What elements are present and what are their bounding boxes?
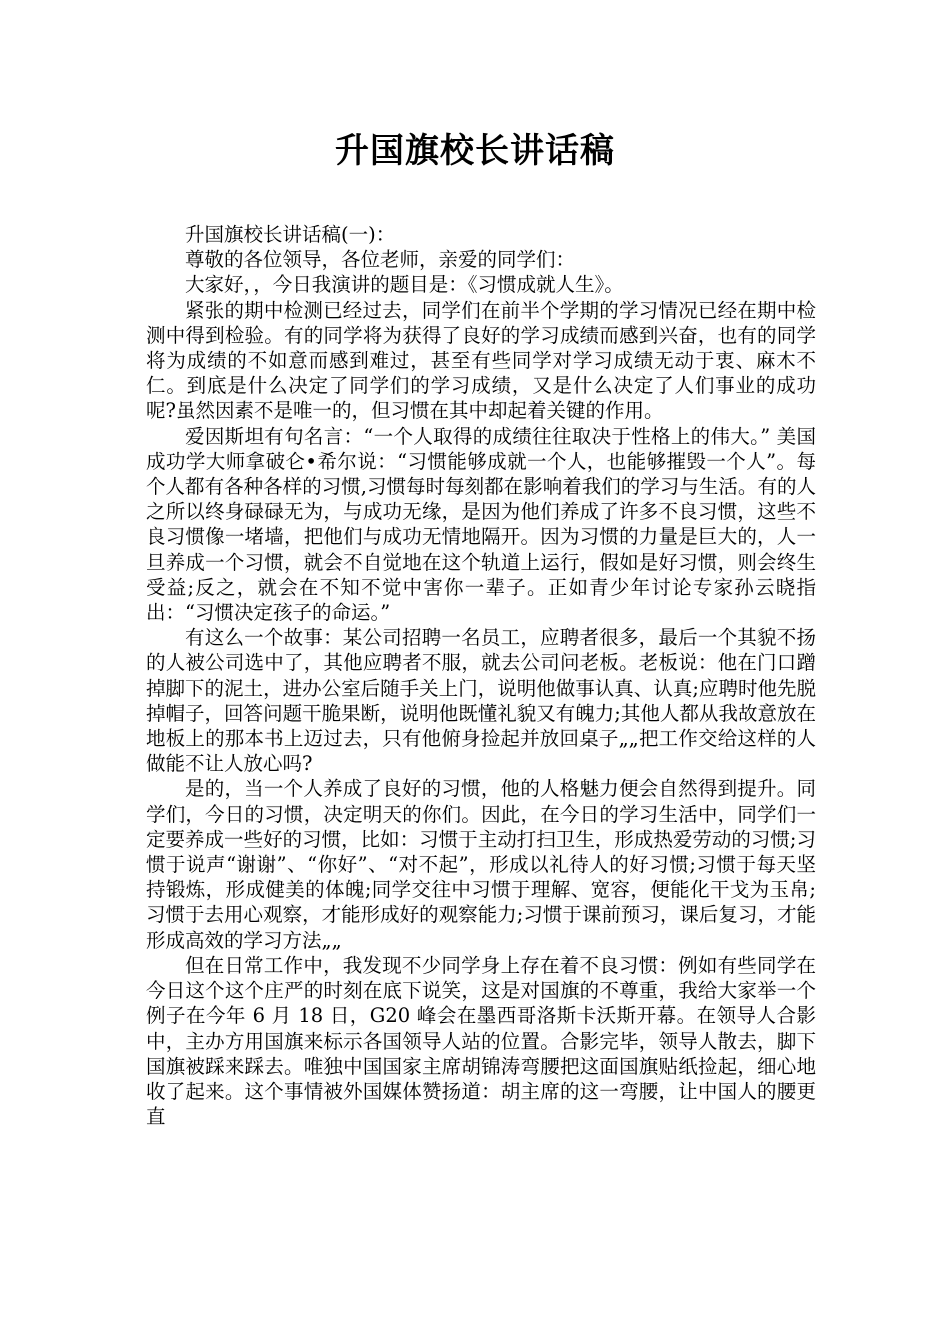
paragraph-salutation: 尊敬的各位领导，各位老师，亲爱的同学们： [185, 248, 576, 272]
paragraph-greeting: 大家好，，今日我演讲的题目是：《习惯成就人生》。 [185, 273, 624, 297]
paragraph: 紧张的期中检测已经过去，同学们在前半个学期的学习情况已经在期中检测中得到检验。有的同学将为获得了良好的学习成绩而感到兴奋，也有的同学将为成绩的不如意而感到难过，甚至有些同学对学习成绩无动于衷、麻木不仁。到底是什么决定了同学们的学习成绩，又是什么决定了人们事业的成功呢?虽然因素不是唯一的，但习惯在其中却起着关键的作用。 [146, 298, 816, 423]
paragraph: 爱因斯坦有句名言：“一个人取得的成绩往往取决于性格上的伟大。” 美国成功学大师拿破仑•希尔说：“习惯能够成就一个人，也能够摧毁一个人”。每个人都有各种各样的习惯,习惯每时每刻都在影响着我们的学习与生活。有的人之所以终身碌碌无为，与成功无缘，是因为他们养成了许多不良习惯，这些不良习惯像一堵墙，把他们与成功无情地隔开。因为习惯的力量是巨大的，人一旦养成一个习惯，就会不自觉地在这个轨道上运行，假如是好习惯，则会终生受益;反之，就会在不知不觉中害你一辈子。正如青少年讨论专家孙云晓指出：“习惯决定孩子的命运。” [146, 424, 816, 625]
paragraph: 是的，当一个人养成了良好的习惯，他的人格魅力便会自然得到提升。同学们，今日的习惯，决定明天的你们。因此，在今日的学习生活中，同学们一定要养成一些好的习惯，比如：习惯于主动打扫卫生，形成热爱劳动的习惯;习惯于说声“谢谢”、“你好”、“对不起”，形成以礼待人的好习惯;习惯于每天坚持锻炼，形成健美的体魄;同学交往中习惯于理解、宽容，便能化干戈为玉帛;习惯于去用心观察，才能形成好的观察能力;习惯于课前预习，课后复习，才能形成高效的学习方法„„ [146, 777, 816, 952]
paragraph: 但在日常工作中，我发现不少同学身上存在着不良习惯：例如有些同学在今日这个这个庄严的时刻在底下说笑，这是对国旗的不尊重，我给大家举一个例子在今年 6 月 18 日，G20 峰会在墨西哥洛斯卡沃斯开幕。在领导人合影中，主办方用国旗来标示各国领导人站的位置。合影完毕，领导人散去，脚下国旗被踩来踩去。唯独中国国家主席胡锦涛弯腰把这面国旗贴纸捡起，细心地收了起来。这个事情被外国媒体赞扬道：胡主席的这一弯腰，让中国人的腰更直 [146, 953, 816, 1129]
paragraph: 有这么一个故事：某公司招聘一名员工，应聘者很多，最后一个其貌不扬的人被公司选中了，其他应聘者不服，就去公司问老板。老板说：他在门口蹭掉脚下的泥土，进办公室后随手关上门，说明他做事认真、认真;应聘时他先脱掉帽子，回答问题干脆果断，说明他既懂礼貌又有魄力;其他人都从我故意放在地板上的那本书上迈过去，只有他俯身捡起并放回桌子„„把工作交给这样的人做能不让人放心吗? [146, 626, 816, 776]
document-body [146, 222, 816, 1129]
paragraph-heading: 升国旗校长讲话稿(一)： [185, 223, 396, 246]
document-title: 升国旗校长讲话稿 [335, 131, 615, 171]
